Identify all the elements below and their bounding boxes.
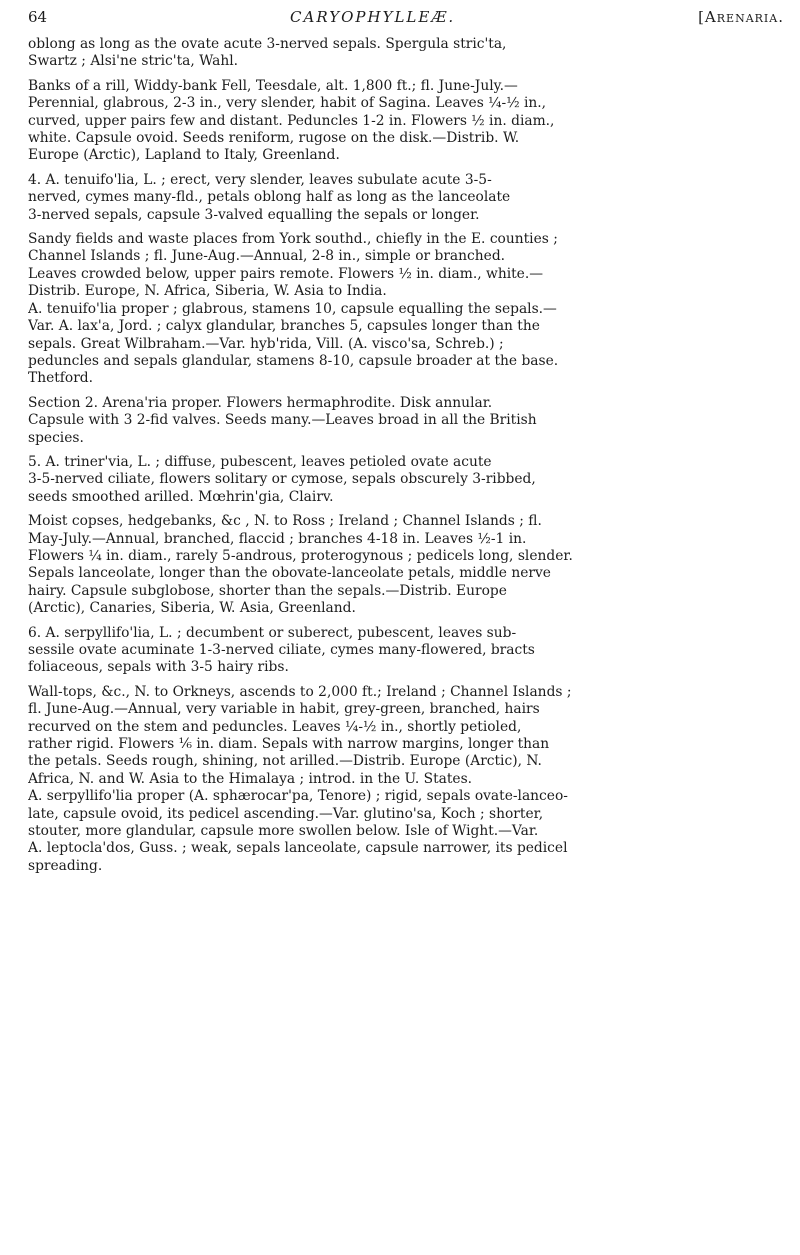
- text-line: peduncles and sepals glandular, stamens 8-10, capsule broader at the base.: [28, 352, 559, 369]
- text-line: Sandy fields and waste places from York southd., chiefly in the E. counties ;: [28, 231, 558, 248]
- paragraph-sp4-habitat: [28, 231, 784, 388]
- text-line: stouter, more glandular, capsule more swollen below. Isle of Wight.—Var.: [28, 823, 539, 840]
- paragraph-gap: [28, 388, 784, 395]
- paragraph-gap: [28, 447, 784, 454]
- text-line: foliaceous, sepals with 3-5 hairy ribs.: [28, 659, 289, 676]
- text-line: Swartz ; Alsi'ne stric'ta, Wahl.: [28, 53, 238, 70]
- text-line: rather rigid. Flowers ⅙ in. diam. Sepals with narrow margins, longer than: [28, 736, 550, 753]
- text-line: Section 2. Arena'ria proper. Flowers hermaphrodite. Disk annular.: [28, 394, 493, 411]
- paragraph-sp4: [28, 172, 784, 224]
- text-line: Capsule with 3 2-fid valves. Seeds many.—Leaves broad in all the British: [28, 412, 537, 429]
- section-title: [Arenaria.: [698, 8, 784, 26]
- text-line: curved, upper pairs few and distant. Peduncles 1-2 in. Flowers ½ in. diam.,: [28, 112, 555, 129]
- paragraph-sp5-habitat: [28, 513, 784, 617]
- text-line: spreading.: [28, 857, 103, 874]
- text-line: Var. A. lax'a, Jord. ; calyx glandular, branches 5, capsules longer than the: [28, 318, 540, 335]
- text-line: white. Capsule ovoid. Seeds reniform, rugose on the disk.—Distrib. W.: [28, 130, 520, 147]
- text-line: A. leptocla'dos, Guss. ; weak, sepals lanceolate, capsule narrower, its pedicel: [28, 840, 568, 857]
- page-number: 64: [28, 8, 48, 26]
- paragraph-gap: [28, 506, 784, 513]
- text-line: 3-nerved sepals, capsule 3-valved equalling the sepals or longer.: [28, 206, 480, 223]
- text-line: Banks of a rill, Widdy-bank Fell, Teesdale, alt. 1,800 ft.; fl. June-July.—: [28, 77, 518, 94]
- paragraph-gap: [28, 618, 784, 625]
- text-line: A. tenuifo'lia proper ; glabrous, stamens 10, capsule equalling the sepals.—: [28, 300, 557, 317]
- text-line: oblong as long as the ovate acute 3-nerved sepals. Spergula stric'ta,: [28, 36, 507, 52]
- text-line: 5. A. triner'via, L. ; diffuse, pubescent, leaves petioled ovate acute: [28, 453, 492, 470]
- text-line: 6. A. serpyllifo'lia, L. ; decumbent or suberect, pubescent, leaves sub-: [28, 624, 517, 641]
- text-line: nerved, cymes many-fld., petals oblong half as long as the lanceolate: [28, 189, 511, 206]
- text-line: seeds smoothed arilled. Mœhrin'gia, Clairv.: [28, 488, 334, 505]
- text-line: (Arctic), Canaries, Siberia, W. Asia, Greenland.: [28, 600, 356, 617]
- text-line: Africa, N. and W. Asia to the Himalaya ; introd. in the U. States.: [28, 770, 473, 787]
- text-line: late, capsule ovoid, its pedicel ascending.—Var. glutino'sa, Koch ; shorter,: [28, 805, 544, 822]
- paragraph-sp6: [28, 625, 784, 677]
- paragraph-cont-habitat: [28, 78, 784, 165]
- text-line: hairy. Capsule subglobose, shorter than the sepals.—Distrib. Europe: [28, 582, 507, 599]
- paragraph-gap: [28, 165, 784, 172]
- text-line: Sepals lanceolate, longer than the obovate-lanceolate petals, middle nerve: [28, 565, 551, 582]
- text-line: Moist copses, hedgebanks, &c , N. to Ross ; Ireland ; Channel Islands ; fl.: [28, 513, 542, 530]
- running-head: [28, 8, 784, 36]
- text-line: A. serpyllifo'lia proper (A. sphærocar'pa, Tenore) ; rigid, sepals ovate-lanceo-: [28, 788, 568, 805]
- paragraph-section2: [28, 395, 784, 447]
- paragraph-sp5: [28, 454, 784, 506]
- text-line: Channel Islands ; fl. June-Aug.—Annual, 2-8 in., simple or branched.: [28, 248, 506, 265]
- text-line: sepals. Great Wilbraham.—Var. hyb'rida, Vill. (A. visco'sa, Schreb.) ;: [28, 335, 504, 352]
- paragraph-gap: [28, 71, 784, 78]
- text-line: Thetford.: [28, 370, 94, 387]
- text-line: 4. A. tenuifo'lia, L. ; erect, very slender, leaves subulate acute 3-5-: [28, 171, 492, 188]
- text-line: 3-5-nerved ciliate, flowers solitary or cymose, sepals obscurely 3-ribbed,: [28, 471, 536, 488]
- paragraph-cont: [28, 36, 784, 71]
- text-line: Distrib. Europe, N. Africa, Siberia, W. Asia to India.: [28, 283, 387, 300]
- text-line: Europe (Arctic), Lapland to Italy, Greenland.: [28, 147, 340, 164]
- text-line: recurved on the stem and peduncles. Leaves ¼-½ in., shortly petioled,: [28, 718, 522, 735]
- text-line: May-July.—Annual, branched, flaccid ; branches 4-18 in. Leaves ½-1 in.: [28, 530, 527, 547]
- text-line: Perennial, glabrous, 2-3 in., very slender, habit of Sagina. Leaves ¼-½ in.,: [28, 95, 547, 112]
- text-line: the petals. Seeds rough, shining, not arilled.—Distrib. Europe (Arctic), N.: [28, 753, 542, 770]
- text-line: Flowers ¼ in. diam., rarely 5-androus, proterogynous ; pedicels long, slender.: [28, 547, 573, 564]
- text-line: Leaves crowded below, upper pairs remote. Flowers ½ in. diam., white.—: [28, 265, 544, 282]
- chapter-title: CARYOPHYLLEÆ.: [290, 8, 456, 26]
- paragraph-gap: [28, 677, 784, 684]
- text-line: species.: [28, 429, 84, 446]
- paragraph-gap: [28, 224, 784, 231]
- text-line: fl. June-Aug.—Annual, very variable in habit, grey-green, branched, hairs: [28, 701, 540, 718]
- paragraph-sp6-habitat: [28, 684, 784, 875]
- text-line: Wall-tops, &c., N. to Orkneys, ascends to 2,000 ft.; Ireland ; Channel Islands ;: [28, 683, 572, 700]
- text-line: sessile ovate acuminate 1-3-nerved ciliate, cymes many-flowered, bracts: [28, 642, 535, 658]
- page-body: [28, 36, 784, 875]
